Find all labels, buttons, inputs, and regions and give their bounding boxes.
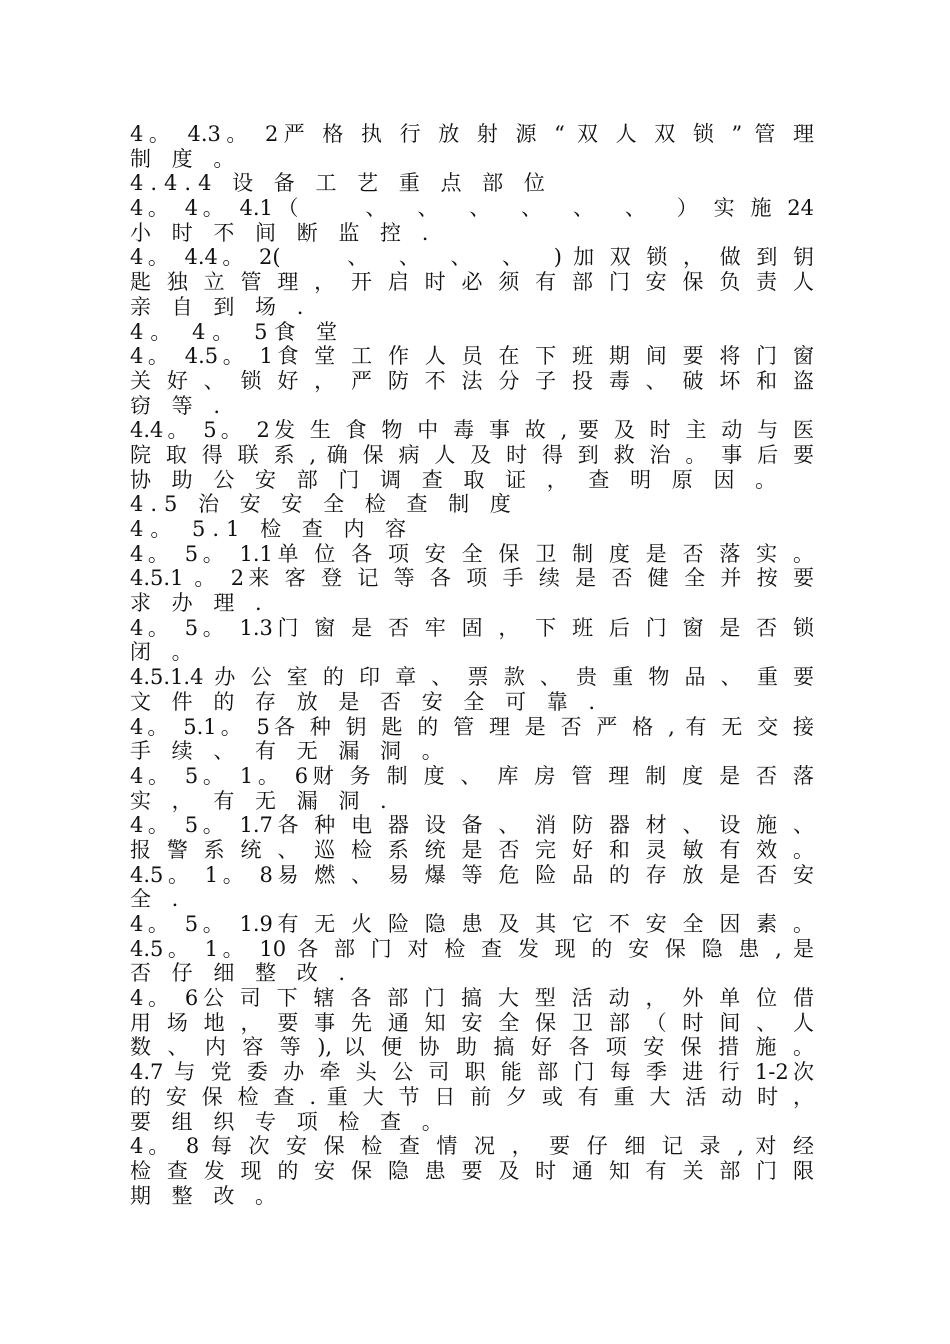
text-line: 4。 4.4。 2( 、 、 、 、 ) 加 双 锁 ， 做 到 钥 [130,245,814,270]
text-line: 文 件 的 存 放 是 否 安 全 可 靠 . [130,689,603,714]
text-line: 4.4。 5。 2发 生 食 物 中 毒 事 故 , 要 及 时 主 动 与 医 [130,418,814,443]
text-line: 实 ， 有 无 漏 洞 . [130,788,394,813]
text-line: 4。 5。 1.3门 窗 是 否 牢 固 ， 下 班 后 门 窗 是 否 锁 [130,615,814,640]
text-line: 期 整 改 。 [130,1183,284,1208]
text-line: 院 取 得 联 系 , 确 保 病 人 及 时 得 到 救 治 。 事 后 要 [130,442,814,467]
text-line: 数 、 内 容 等 ), 以 便 协 助 搞 好 各 项 安 保 措 施 。 [130,1035,814,1060]
section-heading: 4。 5.1 检 查 内 容 [130,517,414,541]
text-line: 全 . [130,887,186,912]
text-line: 制 度 。 [130,146,242,171]
text-line: 要 组 织 专 项 检 查 。 [130,1109,450,1134]
text-line: 4.5.1.4 办 公 室 的 印 章 、 票 款 、 贵 重 物 品 、 重 要 [130,665,814,690]
text-line: 用 场 地 ， 要 事 先 通 知 安 全 保 卫 部 （ 时 间 、 人 [130,1010,814,1035]
text-line: 匙 独 立 管 理 ， 开 启 时 必 须 有 部 门 安 保 负 责 人 [130,270,814,295]
text-line: 4.7 与 党 委 办 牵 头 公 司 职 能 部 门 每 季 进 行 1-2次 [130,1060,814,1085]
text-line: 4。 4。 4.1（ 、 、 、 、 、 、 ） 实 施 24 [130,196,814,221]
text-line: 4.5。 1。 8易 燃 、 易 爆 等 危 险 品 的 存 放 是 否 安 [130,862,814,887]
text-line: 手 续 、 有 无 漏 洞 。 [130,739,450,764]
text-line: 4。 4.3。 2严 格 执 行 放 射 源 “ 双 人 双 锁 ” 管 理 [130,122,814,146]
text-line: 4.5。 1。 10 各 部 门 对 检 查 发 现 的 安 保 隐 患 , 是 [130,936,814,961]
text-line: 4.5.1 。 2来 客 登 记 等 各 项 手 续 是 否 健 全 并 按 要 [130,566,814,591]
text-line: 闭 。 [130,640,200,665]
text-line: 报 警 系 统 、 巡 检 系 统 是 否 完 好 和 灵 敏 有 效 。 [130,837,814,862]
text-line: 否 仔 细 整 改 . [130,961,353,986]
text-line: 协 助 公 安 部 门 调 查 取 证 ， 查 明 原 因 。 [130,467,784,492]
text-line: 小 时 不 间 断 监 控 . [130,220,436,245]
text-line: 求 办 理 . [130,591,269,616]
text-line: 窃 等 . [130,393,228,418]
text-line: 4。 8 每 次 安 保 检 查 情 况 ， 要 仔 细 记 录 , 对 经 [130,1134,814,1159]
document-page [130,122,814,1208]
text-line: 关 好 、 锁 好 ， 严 防 不 法 分 子 投 毒 、 破 坏 和 盗 [130,368,814,393]
section-heading: 4.5 治 安 安 全 检 查 制 度 [130,492,518,517]
text-line: 4。 5.1。 5各 种 钥 匙 的 管 理 是 否 严 格 , 有 无 交 接 [130,714,814,739]
text-line: 亲 自 到 场 . [130,294,311,319]
text-line: 检 查 发 现 的 安 保 隐 患 要 及 时 通 知 有 关 部 门 限 [130,1158,814,1183]
text-line: 4。 5。 1。 6财 务 制 度 、 库 房 管 理 制 度 是 否 落 [130,763,814,788]
text-line: 4。 6公 司 下 辖 各 部 门 搞 大 型 活 动 ， 外 单 位 借 [130,986,814,1011]
text-line: 4。 4.5。 1食 堂 工 作 人 员 在 下 班 期 间 要 将 门 窗 [130,344,814,369]
section-heading: 4.4.4 设 备 工 艺 重 点 部 位 [130,171,552,196]
text-line: 4。 5。 1.7各 种 电 器 设 备 、 消 防 器 材 、 设 施 、 [130,813,814,838]
section-heading: 4。 4。 5食 堂 [130,319,345,344]
text-line: 4。 5。 1.9有 无 火 险 隐 患 及 其 它 不 安 全 因 素 。 [130,912,814,936]
text-line: 4。 5。 1.1单 位 各 项 安 全 保 卫 制 度 是 否 落 实 。 [130,541,814,566]
text-line: 的 安 保 检 查 . 重 大 节 日 前 夕 或 有 重 大 活 动 时 ， [130,1084,814,1109]
